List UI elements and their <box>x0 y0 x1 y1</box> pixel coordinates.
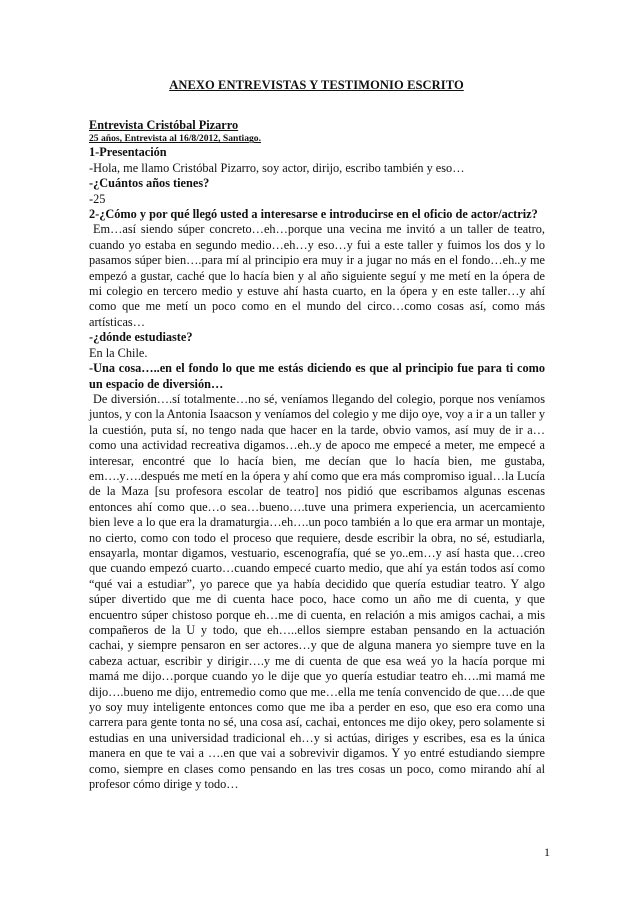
interview-answer: De diversión….sí totalmente…no sé, veníamos llegando del colegio, porque nos veníamos juntos, y con la Antonia Isaacson y veníamos del colegio y me dijo oye, voy a ir a un taller y la cuestión, puta sí, no tengo nada que hacer en la tarde, obvio vamos, así muy de ir a…como una actividad recreativa digamos…eh..y de apoco me empecé a meter, me empecé a interesar, encontré que lo hacía bien, me decían que lo hacía bien, me gustaba, em….y….después me metí en la ópera y ahí como que era más compromiso igual…la Lucía de la Maza [su profesora escolar de teatro] nos pidió que escribamos algunas escenas entonces ahí como que…o sea…bueno….tuve una primera experiencia, un acercamiento bien leve a lo que era la dramaturgia…eh….un poco también a lo que era armar un montaje, no cierto, como con todo el proceso que requiere, desde escribir la obra, no sé, estudiarla, ensayarla, montar digamos, vestuario, escenografía, qué se yo..em…y así hasta que…creo que cuando empezó cuarto…cuando empecé cuarto medio, que ahí ya están todos así como “qué vai a estudiar”, yo parece que ya había decidido que quería estudiar teatro. Y algo súper divertido que me di cuenta hace poco, hace como un año me di cuenta, y que encuentro súper chistoso porque eh…me di cuenta, en relación a mis amigos cachai, a mis compañeros de la U y todo, que eh…..ellos siempre estaban pensando en la actuación cachai, y siempre pensaron en ser actores…y que de alguna manera yo siempre tuve en la cabeza actuar, escribir y dirigir….y me di cuenta de que esa weá yo la hacía porque mi mamá me dijo…porque cuando yo le dije que yo quería estudiar teatro eh….mi mamá me dijo….bueno me dijo, entremedio como que me…ella me tenía convencido de que….de que yo soy muy inteligente entonces como que me iba a perder en eso, que eso era como una carrera para gente tonta no sé, una cosa así, cachai, entonces me dijo okey, pero solamente si estudias en una universidad tradicional eh…y si actúas, diriges y escribes, esa es la única manera en que te vai a ….en que vai a sobrevivir digamos. Y yo entré estudiando siempre como, siempre en clases como pensando en las tres cosas un poco, como mirando ahí al profesor cómo dirige y todo… <box>89 391 545 792</box>
interview-meta: 25 años, Entrevista al 16/8/2012, Santiago. <box>89 133 261 145</box>
interview-transcript <box>89 145 545 792</box>
interview-answer: Em…así siendo súper concreto…eh…porque una vecina me invitó a un taller de teatro, cuando yo estaba en segundo medio…eh…y eso…y fui a este taller y fuimos los dos y lo pasamos súper bien….para mí al principio era muy ir a jugar no más en el fondo…eh..y me empezó a gustar, caché que lo hacía bien y al año siguiente seguí y me metí en la ópera de mi colegio en tercero medio y estuve ahí hasta cuarto, en la ópera y en este taller…y ahí como que me metí un poco como en el mundo del circo…como cosas así, como más artísticas… <box>89 222 545 329</box>
interview-question: -¿Cuántos años tienes? <box>89 176 210 191</box>
interview-question: -¿dónde estudiaste? <box>89 330 193 345</box>
interview-answer: En la Chile. <box>89 345 148 360</box>
interview-question: -Una cosa…..en el fondo lo que me estás diciendo es que al principio fue para ti como un espacio de diversión… <box>89 361 545 391</box>
document-body <box>89 118 545 792</box>
document-title: ANEXO ENTREVISTAS Y TESTIMONIO ESCRITO <box>169 78 464 92</box>
page-number: 1 <box>544 845 550 859</box>
interview-question: 2-¿Cómo y por qué llegó usted a interesarse e introducirse en el oficio de actor/actriz? <box>89 207 538 222</box>
interview-question: 1-Presentación <box>89 145 167 160</box>
interview-answer: -Hola, me llamo Cristóbal Pizarro, soy actor, dirijo, escribo también y eso… <box>89 160 465 175</box>
interview-name: Entrevista Cristóbal Pizarro <box>89 118 239 132</box>
interview-answer: -25 <box>89 191 106 206</box>
